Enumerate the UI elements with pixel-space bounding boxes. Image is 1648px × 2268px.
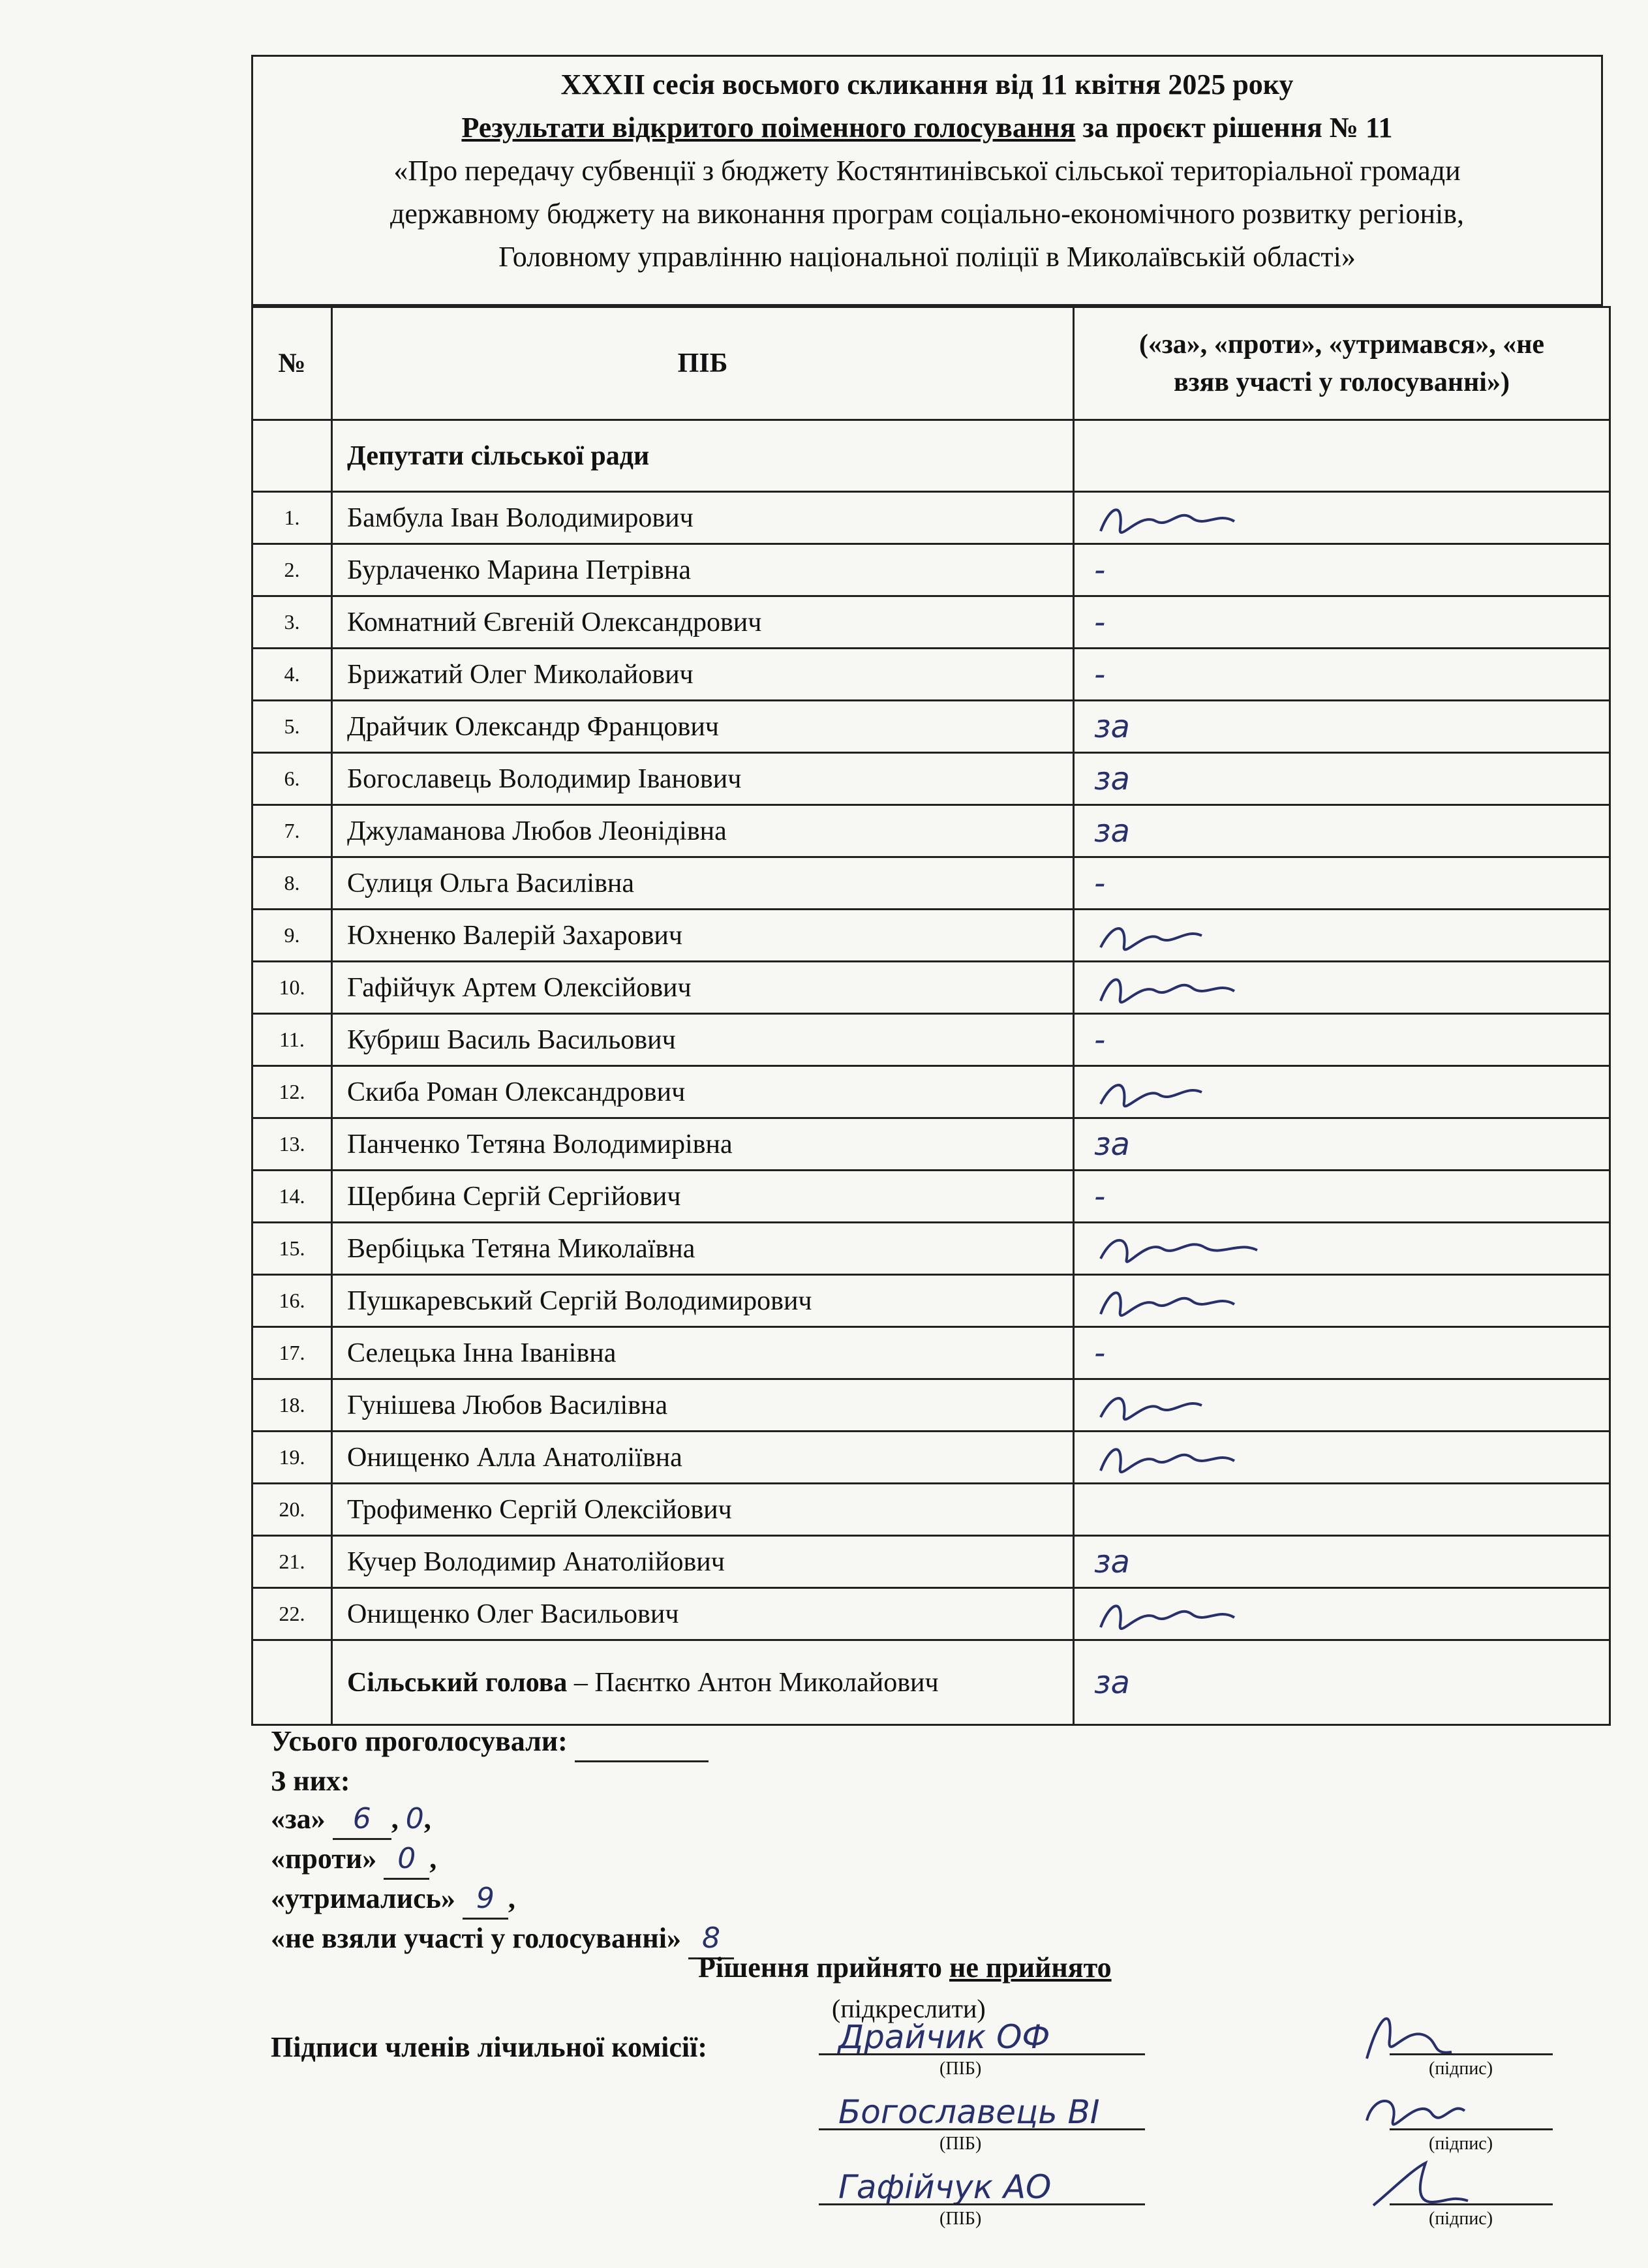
vote-handwritten-mark xyxy=(1094,962,1251,1014)
abstain-value: 9 xyxy=(476,1882,495,1915)
deputy-name: Онищенко Алла Анатоліївна xyxy=(332,1432,1074,1484)
member-2-name: Богославець ВІ xyxy=(838,2093,1100,2131)
vote-cell xyxy=(1074,649,1610,701)
table-row xyxy=(252,1327,1610,1379)
vote-cell xyxy=(1074,910,1610,962)
total-voted-line xyxy=(271,1723,734,1762)
member-1-sign-line xyxy=(1390,2053,1553,2055)
table-row xyxy=(252,1171,1610,1223)
vote-cell xyxy=(1074,1484,1610,1536)
table-row xyxy=(252,1379,1610,1432)
row-number: 10. xyxy=(252,962,332,1014)
row-number: 17. xyxy=(252,1327,332,1379)
member-2-name-line xyxy=(819,2128,1145,2130)
member-1-name: Драйчик ОФ xyxy=(838,2018,1050,2056)
row-number: 11. xyxy=(252,1014,332,1066)
table-row xyxy=(252,1066,1610,1118)
abstain-value-blank xyxy=(463,1880,508,1920)
nonvote-label: «не взяли участі у голосуванні» xyxy=(271,1922,681,1954)
deputy-name: Вербіцька Тетяна Миколаївна xyxy=(332,1223,1074,1275)
decision-subject-line-2: державному бюджету на виконання програм соціально-економічного розвитку регіонів, xyxy=(389,198,1465,230)
vote-dash-mark: - xyxy=(1094,656,1106,693)
member-1-name-line xyxy=(819,2053,1145,2055)
vote-results-rest: за проєкт рішення № 11 xyxy=(1075,112,1393,144)
abstain-line: «утримались» 9 , xyxy=(271,1880,734,1920)
row-number: 15. xyxy=(252,1223,332,1275)
nonvote-value: 8 xyxy=(701,1922,720,1955)
vote-cell xyxy=(1074,1066,1610,1118)
for-value-blank xyxy=(333,1800,391,1840)
row-number: 12. xyxy=(252,1066,332,1118)
member-3-name-caption: (ПІБ) xyxy=(939,2209,982,2229)
section-row xyxy=(252,420,1610,492)
member-2-name-caption: (ПІБ) xyxy=(939,2134,982,2154)
vote-cell xyxy=(1074,1536,1610,1588)
for-line: «за» 6 , 0, xyxy=(271,1800,734,1840)
decision-subject-line-1: «Про передачу субвенції з бюджету Костянтинівської сільської територіальної громади xyxy=(393,155,1461,187)
section-vote-cell xyxy=(1074,420,1610,492)
header-vote xyxy=(1074,307,1610,420)
table-row xyxy=(252,701,1610,753)
deputy-name: Гафійчук Артем Олексійович xyxy=(332,962,1074,1014)
deputy-name: Пушкаревський Сергій Володимирович xyxy=(332,1275,1074,1327)
deputy-name: Бамбула Іван Володимирович xyxy=(332,492,1074,544)
vote-dash-mark: - xyxy=(1094,551,1106,589)
row-number: 4. xyxy=(252,649,332,701)
deputy-rows xyxy=(252,492,1610,1640)
row-number: 16. xyxy=(252,1275,332,1327)
row-number: 8. xyxy=(252,857,332,910)
row-number: 21. xyxy=(252,1536,332,1588)
deputy-name: Щербина Сергій Сергійович xyxy=(332,1171,1074,1223)
table-row xyxy=(252,1014,1610,1066)
underline-hint: (підкреслити) xyxy=(832,1994,986,2023)
vote-cell xyxy=(1074,1432,1610,1484)
vote-handwritten-mark xyxy=(1094,910,1251,962)
head-name: – Паєнтко Антон Миколайович xyxy=(567,1667,939,1698)
table-row xyxy=(252,1223,1610,1275)
vote-results-title xyxy=(253,106,1601,149)
member-1-name-caption: (ПІБ) xyxy=(939,2059,982,2079)
against-label: «проти» xyxy=(271,1843,377,1875)
header-name: ПІБ xyxy=(332,307,1074,420)
against-line: «проти» 0 , xyxy=(271,1840,734,1880)
vote-handwritten-mark: за xyxy=(1094,1543,1130,1580)
head-num-cell xyxy=(252,1640,332,1725)
vote-handwritten-mark xyxy=(1094,1275,1251,1327)
decision-option-rejected: не прийнято xyxy=(949,1952,1112,1984)
table-header-row xyxy=(252,307,1610,420)
vote-dash-mark: - xyxy=(1094,865,1106,902)
for-value: 6 xyxy=(352,1802,371,1835)
vote-handwritten-mark: за xyxy=(1094,812,1130,850)
vote-table xyxy=(251,306,1611,1726)
vote-cell xyxy=(1074,596,1610,649)
for-label: «за» xyxy=(271,1803,326,1835)
vote-handwritten-mark xyxy=(1094,1588,1251,1640)
table-row xyxy=(252,1275,1610,1327)
commission-member-3 xyxy=(819,2163,1556,2235)
vote-cell xyxy=(1074,1171,1610,1223)
vote-cell xyxy=(1074,492,1610,544)
decision-option-accepted: Рішення прийнято xyxy=(698,1952,949,1984)
deputy-name: Селецька Інна Іванівна xyxy=(332,1327,1074,1379)
vote-cell xyxy=(1074,1588,1610,1640)
vote-dash-mark: - xyxy=(1094,1178,1106,1215)
row-number: 9. xyxy=(252,910,332,962)
head-title: Сільський голова xyxy=(347,1667,568,1698)
against-value-blank xyxy=(384,1840,429,1880)
deputy-name: Панченко Тетяна Володимирівна xyxy=(332,1118,1074,1171)
commission-member-2 xyxy=(819,2088,1556,2160)
member-3-sign-caption: (підпис) xyxy=(1429,2209,1493,2229)
nonvote-line xyxy=(271,1920,734,1959)
table-row xyxy=(252,649,1610,701)
of-them-label: З них: xyxy=(271,1765,350,1797)
vote-cell xyxy=(1074,1275,1610,1327)
member-3-sign-line xyxy=(1390,2203,1553,2205)
deputy-name: Онищенко Олег Васильович xyxy=(332,1588,1074,1640)
head-name-cell xyxy=(332,1640,1074,1725)
vote-dash-mark: - xyxy=(1094,1021,1106,1058)
row-number: 1. xyxy=(252,492,332,544)
vote-handwritten-mark xyxy=(1094,1223,1283,1275)
row-number: 5. xyxy=(252,701,332,753)
table-row xyxy=(252,910,1610,962)
member-2-sign-line xyxy=(1390,2128,1553,2130)
table-row xyxy=(252,492,1610,544)
row-number: 13. xyxy=(252,1118,332,1171)
commission-member-1 xyxy=(819,2013,1556,2085)
deputy-name: Брижатий Олег Миколайович xyxy=(332,649,1074,701)
vote-handwritten-mark: за xyxy=(1094,708,1130,745)
deputy-name: Кучер Володимир Анатолійович xyxy=(332,1536,1074,1588)
table-row xyxy=(252,1536,1610,1588)
vote-results-underlined: Результати відкритого поіменного голосування xyxy=(461,112,1076,144)
abstain-label: «утримались» xyxy=(271,1882,455,1914)
deputy-name: Скиба Роман Олександрович xyxy=(332,1066,1074,1118)
row-number: 14. xyxy=(252,1171,332,1223)
header-vote-line-2: взяв участі у голосуванні») xyxy=(1174,367,1510,397)
head-vote-cell xyxy=(1074,1640,1610,1725)
row-number: 22. xyxy=(252,1588,332,1640)
head-vote-mark: за xyxy=(1094,1664,1130,1701)
head-row xyxy=(252,1640,1610,1725)
table-row xyxy=(252,805,1610,857)
total-voted-blank xyxy=(575,1723,709,1762)
table-row xyxy=(252,1484,1610,1536)
vote-cell xyxy=(1074,753,1610,805)
row-number: 2. xyxy=(252,544,332,596)
table-row xyxy=(252,1588,1610,1640)
vote-handwritten-mark xyxy=(1094,492,1251,544)
vote-handwritten-mark xyxy=(1094,1066,1251,1118)
document-header xyxy=(251,55,1603,306)
deputy-name: Богославець Володимир Іванович xyxy=(332,753,1074,805)
member-3-name-line xyxy=(819,2203,1145,2205)
table-row xyxy=(252,1432,1610,1484)
vote-cell xyxy=(1074,805,1610,857)
vote-cell xyxy=(1074,1118,1610,1171)
row-number: 6. xyxy=(252,753,332,805)
deputy-name: Гунішева Любов Василівна xyxy=(332,1379,1074,1432)
commission-label: Підписи членів лічильної комісії: xyxy=(271,2031,708,2063)
total-voted-label: Усього проголосували: xyxy=(271,1725,568,1757)
vote-cell xyxy=(1074,1223,1610,1275)
decision-subject-line-3: Головному управлінню національної поліції в Миколаївській області» xyxy=(498,241,1356,273)
deputy-name: Юхненко Валерій Захарович xyxy=(332,910,1074,962)
table-row xyxy=(252,544,1610,596)
vote-handwritten-mark xyxy=(1094,1379,1251,1432)
against-value: 0 xyxy=(397,1842,416,1875)
row-number: 19. xyxy=(252,1432,332,1484)
row-number: 7. xyxy=(252,805,332,857)
vote-cell xyxy=(1074,701,1610,753)
table-row xyxy=(252,857,1610,910)
totals-block xyxy=(271,1723,734,1959)
header-num: № xyxy=(252,307,332,420)
vote-cell xyxy=(1074,962,1610,1014)
row-number: 20. xyxy=(252,1484,332,1536)
vote-cell xyxy=(1074,1327,1610,1379)
row-number: 18. xyxy=(252,1379,332,1432)
member-3-name: Гафійчук АО xyxy=(838,2168,1052,2206)
vote-dash-mark: - xyxy=(1094,604,1106,641)
decision-line xyxy=(698,1951,1112,1984)
section-label: Депутати сільської ради xyxy=(332,420,1074,492)
vote-cell xyxy=(1074,857,1610,910)
deputy-name: Драйчик Олександр Францович xyxy=(332,701,1074,753)
vote-cell xyxy=(1074,1014,1610,1066)
deputy-name: Трофименко Сергій Олексійович xyxy=(332,1484,1074,1536)
header-vote-line-1: («за», «проти», «утримався», «не xyxy=(1138,329,1545,360)
deputy-name: Сулиця Ольга Василівна xyxy=(332,857,1074,910)
row-number: 3. xyxy=(252,596,332,649)
vote-handwritten-mark: за xyxy=(1094,760,1130,797)
vote-handwritten-mark xyxy=(1094,1432,1251,1484)
vote-handwritten-mark: за xyxy=(1094,1126,1130,1163)
for-correction: 0 xyxy=(405,1802,424,1835)
deputy-name: Комнатний Євгеній Олександрович xyxy=(332,596,1074,649)
session-title: XXXII сесія восьмого скликання від 11 квітня 2025 року xyxy=(560,69,1294,100)
table-row xyxy=(252,753,1610,805)
member-1-sign-caption: (підпис) xyxy=(1429,2059,1493,2079)
table-row xyxy=(252,962,1610,1014)
table-row xyxy=(252,1118,1610,1171)
vote-cell xyxy=(1074,1379,1610,1432)
section-num-cell xyxy=(252,420,332,492)
deputy-name: Бурлаченко Марина Петрівна xyxy=(332,544,1074,596)
vote-dash-mark: - xyxy=(1094,1334,1106,1372)
deputy-name: Джуламанова Любов Леонідівна xyxy=(332,805,1074,857)
table-row xyxy=(252,596,1610,649)
vote-cell xyxy=(1074,544,1610,596)
member-2-sign-caption: (підпис) xyxy=(1429,2134,1493,2154)
deputy-name: Кубриш Василь Васильович xyxy=(332,1014,1074,1066)
